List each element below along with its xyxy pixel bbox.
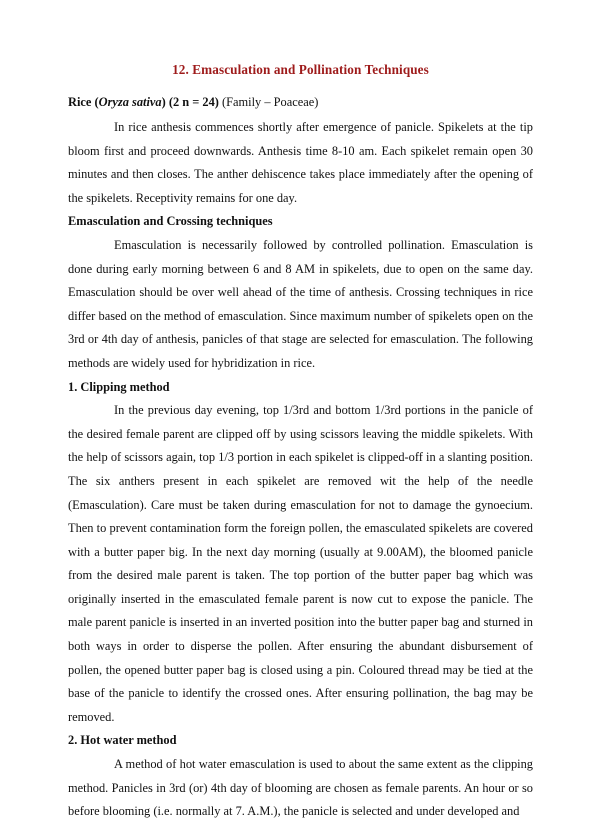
section-body-hot-water-method: A method of hot water emasculation is used to about the same extent as the clipping method. Panicles in 3rd (or) 4th day of blooming are chosen as female parents. An hour or so before blooming (i.e. normally at 7. A.M.), the panicle is selected and under developed and bbox=[68, 757, 533, 819]
section-heading-emasculation-crossing: Emasculation and Crossing techniques bbox=[68, 214, 273, 229]
section-body-emasculation-crossing: Emasculation is necessarily followed by controlled pollination. Emasculation is done during early morning between 6 and 8 AM in spikelets, due to open on the same day. Emasculation should be over well ahead of the time of anthesis. Crossing techniques in rice differ based on the method of emasculation. Since maximum number of spikelets open on the 3rd or 4th day of anthesis, panicles of that stage are selected for emasculation. The following methods are widely used for hybridization in rice. bbox=[68, 237, 533, 370]
chromosome-count: ) (2 n = 24) bbox=[161, 95, 223, 109]
plant-family: (Family – Poaceae) bbox=[222, 95, 319, 109]
section-body-clipping-method: In the previous day evening, top 1/3rd and bottom 1/3rd portions in the panicle of the desired female parent are clipped off by using scissors leaving the middle spikelets. With the help of scissors again, top 1/3 portion in each spikelet is clipped-off in a slanting position. The six anthers present in each spikelet are removed wit the help of the needle (Emasculation). Care must be taken during emasculation for not to damage the gynoecium. Then to prevent contamination form the foreign pollen, the emasculated spikelets are covered with a butter paper big. In the next day morning (usually at 9.00AM), the bloomed panicle from the desired male parent is taken. The top portion of the butter paper bag which was originally inserted in the emasculated female parent is now cut to expose the panicle. The male parent panicle is inserted in an inverted position into the butter paper bag and sturned in both ways in order to disperse the pollen. After ensuring the abundant disbursement of pollen, the opened butter paper bag is closed using a pin. Coloured thread may be tied at the base of the panicle to identify the crossed ones. After ensuring pollination, the bag may be removed. bbox=[68, 403, 533, 724]
section-heading-hot-water-method: 2. Hot water method bbox=[68, 733, 177, 748]
crop-subtitle bbox=[68, 91, 533, 114]
page-title: 12. Emasculation and Pollination Techniques bbox=[172, 62, 429, 77]
species-binomial: Oryza sativa bbox=[98, 95, 162, 109]
crop-name-label: Rice ( bbox=[68, 95, 99, 109]
section-heading-clipping-method: 1. Clipping method bbox=[68, 379, 170, 394]
intro-paragraph: In rice anthesis commences shortly after emergence of panicle. Spikelets at the tip bloom first and proceed downwards. Anthesis time 8-10 am. Each spikelet remain open 30 minutes and then closes. The anther dehiscence takes place immediately after the opening of the spikelets. Receptivity remains for one day. bbox=[68, 120, 533, 205]
